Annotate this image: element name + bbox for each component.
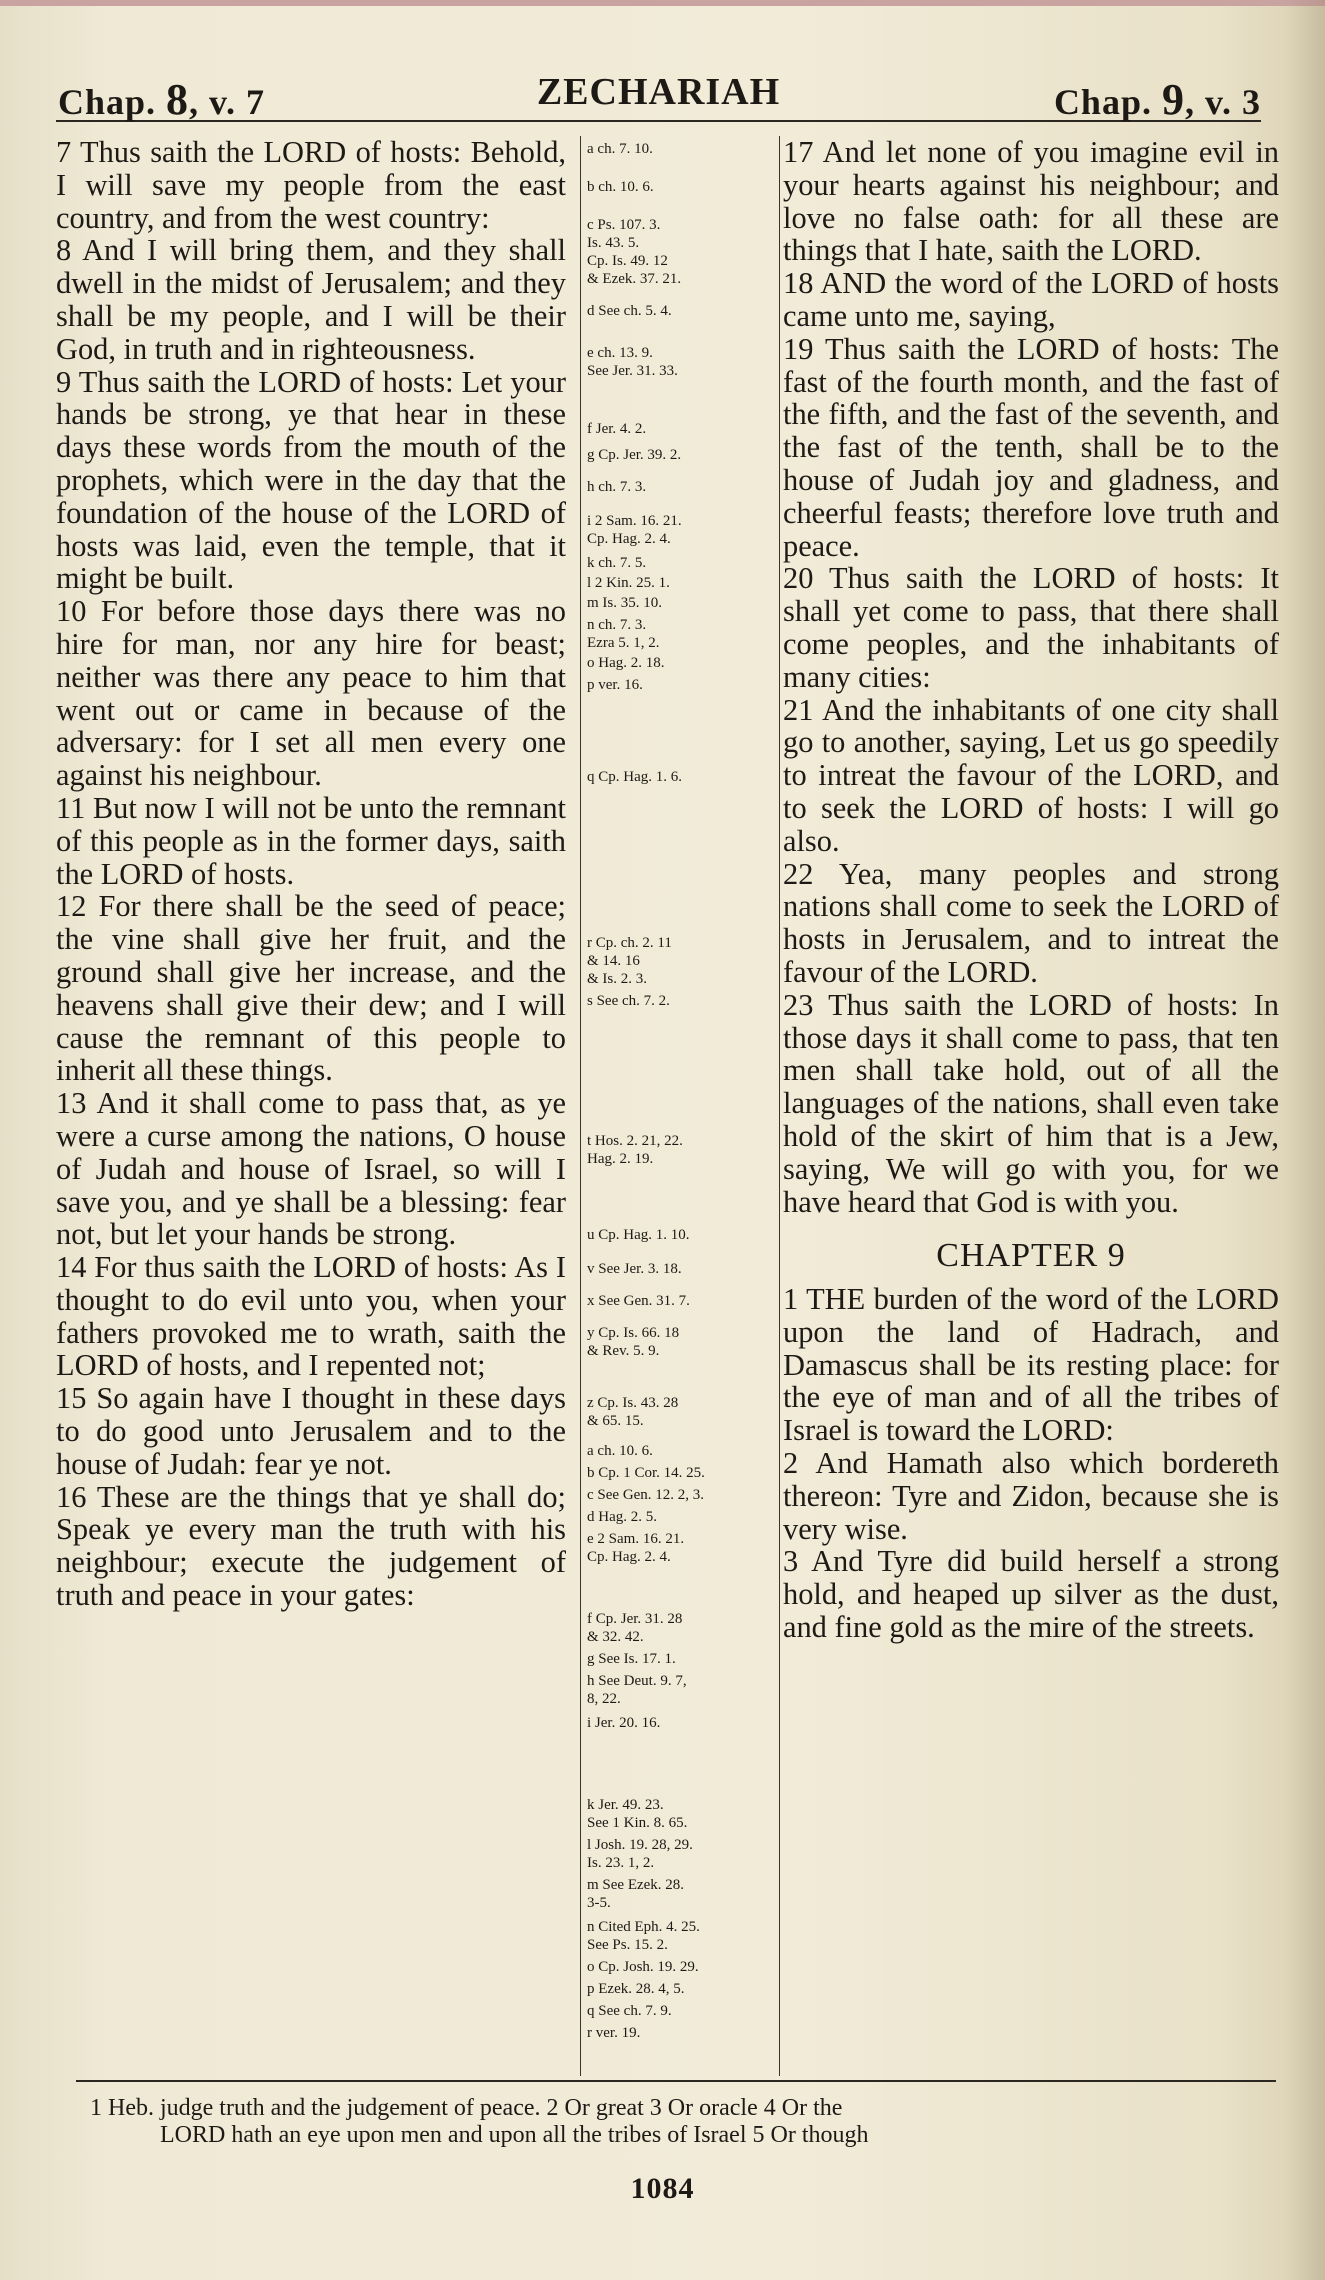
verse-8-17: 17 And let none of you imagine evil in your hearts against his neighbour; and love no false oath: for all these are things that I hate, saith the LORD.: [783, 135, 1279, 268]
header-right-suffix: , v. 3: [1184, 82, 1261, 122]
footnote-line: LORD hath an eye upon men and upon all the tribes of Israel 5 Or though: [160, 2122, 869, 2148]
header-left-suffix: , v. 7: [189, 82, 266, 122]
verse-9-3: 3 And Tyre did build herself a strong hold, and heaped up silver as the dust, and fine gold as the mire of the streets.: [783, 1544, 1279, 1645]
cross-reference: e ch. 13. 9. See Jer. 31. 33.: [587, 345, 678, 379]
verse-8-16: 16 These are the things that ye shall do; Speak ye every man the truth with his neighbour; execute the judgement of truth and peace in your gates:: [56, 1479, 566, 1613]
cross-reference: x See Gen. 31. 7.: [587, 1293, 690, 1309]
verse-8-23: 23 Thus saith the LORD of hosts: In those days it shall come to pass, that ten men shall take hold, out of all the languages of the nations, shall even take hold of the skirt of him that is a Jew, saying, We will go with you, for we have heard that God is with you.: [783, 987, 1279, 1219]
cross-reference: l Josh. 19. 28, 29. Is. 23. 1, 2.: [587, 1837, 693, 1871]
verse-8-13: 13 And it shall come to pass that, as ye were a curse among the nations, O house of Judah and house of Israel, so will I save you, and ye shall be a blessing: fear not, but let your hands be strong.: [56, 1086, 566, 1252]
cross-reference: b ch. 10. 6.: [587, 179, 654, 195]
cross-reference: i 2 Sam. 16. 21. Cp. Hag. 2. 4.: [587, 513, 682, 547]
header-left-prefix: Chap.: [58, 82, 167, 122]
cross-reference: c Ps. 107. 3. Is. 43. 5. Cp. Is. 49. 12 & Ezek. 37. 21.: [587, 217, 682, 287]
book-title: ZECHARIAH: [536, 71, 781, 113]
verse-8-15: 15 So again have I thought in these days to do good unto Jerusalem and to the house of Judah: fear ye not.: [56, 1381, 566, 1481]
verse-8-14: 14 For thus saith the LORD of hosts: As I thought to do evil unto you, when your fathers provoked me to wrath, saith the LORD of hosts, and I repented not;: [56, 1250, 566, 1383]
cross-reference: p Ezek. 28. 4, 5.: [587, 1981, 685, 1997]
cross-reference: f Jer. 4. 2.: [587, 421, 647, 437]
verse-8-9: 9 Thus saith the LORD of hosts: Let your hands be strong, ye that hear in these days these words from the mouth of the prophets, which were in the day that the foundation of the house of the LORD of hosts was laid, even the temple, that it might be built.: [56, 364, 566, 596]
verse-8-19: 19 Thus saith the LORD of hosts: The fast of the fourth month, and the fast of the fifth, and the fast of the seventh, and the fast of the tenth, shall be to the house of Judah joy and gladness, and cheerful feasts; therefore love truth and peace.: [783, 331, 1279, 563]
cross-reference: a ch. 7. 10.: [587, 141, 653, 157]
cross-reference: l 2 Kin. 25. 1.: [587, 575, 670, 591]
cross-reference: m See Ezek. 28. 3-5.: [587, 1877, 685, 1911]
top-edge: [0, 0, 1325, 6]
verse-8-21: 21 And the inhabitants of one city shall go to another, saying, Let us go speedily to intreat the favour of the LORD, and to seek the LORD of hosts: I will go also.: [783, 692, 1279, 858]
cross-reference-column: [580, 136, 780, 2076]
cross-reference: d See ch. 5. 4.: [587, 303, 672, 319]
cross-reference: a ch. 10. 6.: [587, 1443, 653, 1459]
cross-reference: f Cp. Jer. 31. 28 & 32. 42.: [587, 1611, 683, 1645]
right-text-column: [783, 136, 1279, 2076]
cross-reference: g Cp. Jer. 39. 2.: [587, 447, 682, 463]
left-text-column: [56, 136, 566, 2076]
cross-reference: z Cp. Is. 43. 28 & 65. 15.: [587, 1395, 679, 1429]
cross-reference: r Cp. ch. 2. 11 & 14. 16 & Is. 2. 3.: [587, 935, 672, 987]
cross-reference: r ver. 19.: [587, 2025, 641, 2041]
verse-8-22: 22 Yea, many peoples and strong nations shall come to seek the LORD of hosts in Jerusalem, and to intreat the favour of the LORD.: [783, 856, 1279, 989]
cross-reference: s See ch. 7. 2.: [587, 993, 670, 1009]
cross-reference: g See Is. 17. 1.: [587, 1651, 676, 1667]
cross-reference: h See Deut. 9. 7, 8, 22.: [587, 1673, 687, 1707]
cross-reference: p ver. 16.: [587, 677, 643, 693]
cross-reference: c See Gen. 12. 2, 3.: [587, 1487, 705, 1503]
footnote-line: 1 Heb. judge truth and the judgement of peace. 2 Or great 3 Or oracle 4 Or the: [90, 2095, 843, 2121]
cross-reference: n ch. 7. 3. Ezra 5. 1, 2.: [587, 617, 660, 651]
verse-8-20: 20 Thus saith the LORD of hosts: It shall yet come to pass, that there shall come peoples, and the inhabitants of many cities:: [783, 561, 1279, 694]
cross-reference: b Cp. 1 Cor. 14. 25.: [587, 1465, 705, 1481]
cross-reference: k ch. 7. 5.: [587, 555, 647, 571]
verse-8-7: 7 Thus saith the LORD of hosts: Behold, I will save my people from the east country, and from the west country:: [56, 135, 566, 235]
header-right-reference: [1054, 74, 1261, 125]
cross-reference: h ch. 7. 3.: [587, 479, 647, 495]
cross-reference: u Cp. Hag. 1. 10.: [587, 1227, 690, 1243]
cross-reference: d Hag. 2. 5.: [587, 1509, 657, 1525]
running-header: [56, 70, 1261, 122]
cross-reference: q See ch. 7. 9.: [587, 2003, 672, 2019]
cross-reference: y Cp. Is. 66. 18 & Rev. 5. 9.: [587, 1325, 680, 1359]
header-left-chapter: 8: [166, 75, 190, 124]
verse-8-8: 8 And I will bring them, and they shall dwell in the midst of Jerusalem; and they shall be my people, and I will be their God, in truth and in righteousness.: [56, 233, 566, 366]
footnote-divider: [76, 2080, 1276, 2082]
cross-reference: e 2 Sam. 16. 21. Cp. Hag. 2. 4.: [587, 1531, 685, 1565]
cross-reference: k Jer. 49. 23. See 1 Kin. 8. 65.: [587, 1797, 688, 1831]
verse-8-12: 12 For there shall be the seed of peace; the vine shall give her fruit, and the ground shall give her increase, and the heavens shall give their dew; and I will cause the remnant of this people to inherit all these things.: [56, 889, 566, 1088]
header-right-prefix: Chap.: [1053, 82, 1162, 122]
cross-reference: n Cited Eph. 4. 25. See Ps. 15. 2.: [587, 1919, 700, 1953]
cross-reference: o Cp. Josh. 19. 29.: [587, 1959, 699, 1975]
cross-reference: i Jer. 20. 16.: [587, 1715, 661, 1731]
cross-reference: m Is. 35. 10.: [587, 595, 662, 611]
chapter-heading: CHAPTER 9: [936, 1237, 1126, 1275]
cross-reference: q Cp. Hag. 1. 6.: [587, 769, 682, 785]
verse-8-10: 10 For before those days there was no hire for man, nor any hire for beast; neither was there any peace to him that went out or came in because of the adversary: for I set all men every one against his neighbour.: [56, 594, 566, 793]
verse-9-2: 2 And Hamath also which bordereth thereon: Tyre and Zidon, because she is very wise.: [783, 1446, 1279, 1546]
cross-reference: v See Jer. 3. 18.: [587, 1261, 682, 1277]
verse-8-18: 18 AND the word of the LORD of hosts came unto me, saying,: [783, 266, 1279, 333]
verse-9-1: 1 THE burden of the word of the LORD upon the land of Hadrach, and Damascus shall be its resting place: for the eye of man and of all the tribes of Israel is toward the LORD:: [783, 1282, 1279, 1448]
cross-reference: o Hag. 2. 18.: [587, 655, 665, 671]
page-number: 1084: [630, 2172, 695, 2205]
verse-8-11: 11 But now I will not be unto the remnant of this people as in the former days, saith the LORD of hosts.: [56, 790, 566, 891]
header-right-chapter: 9: [1161, 75, 1185, 124]
page-gutter-shadow: [1285, 0, 1325, 2280]
cross-reference: t Hos. 2. 21, 22. Hag. 2. 19.: [587, 1133, 683, 1167]
